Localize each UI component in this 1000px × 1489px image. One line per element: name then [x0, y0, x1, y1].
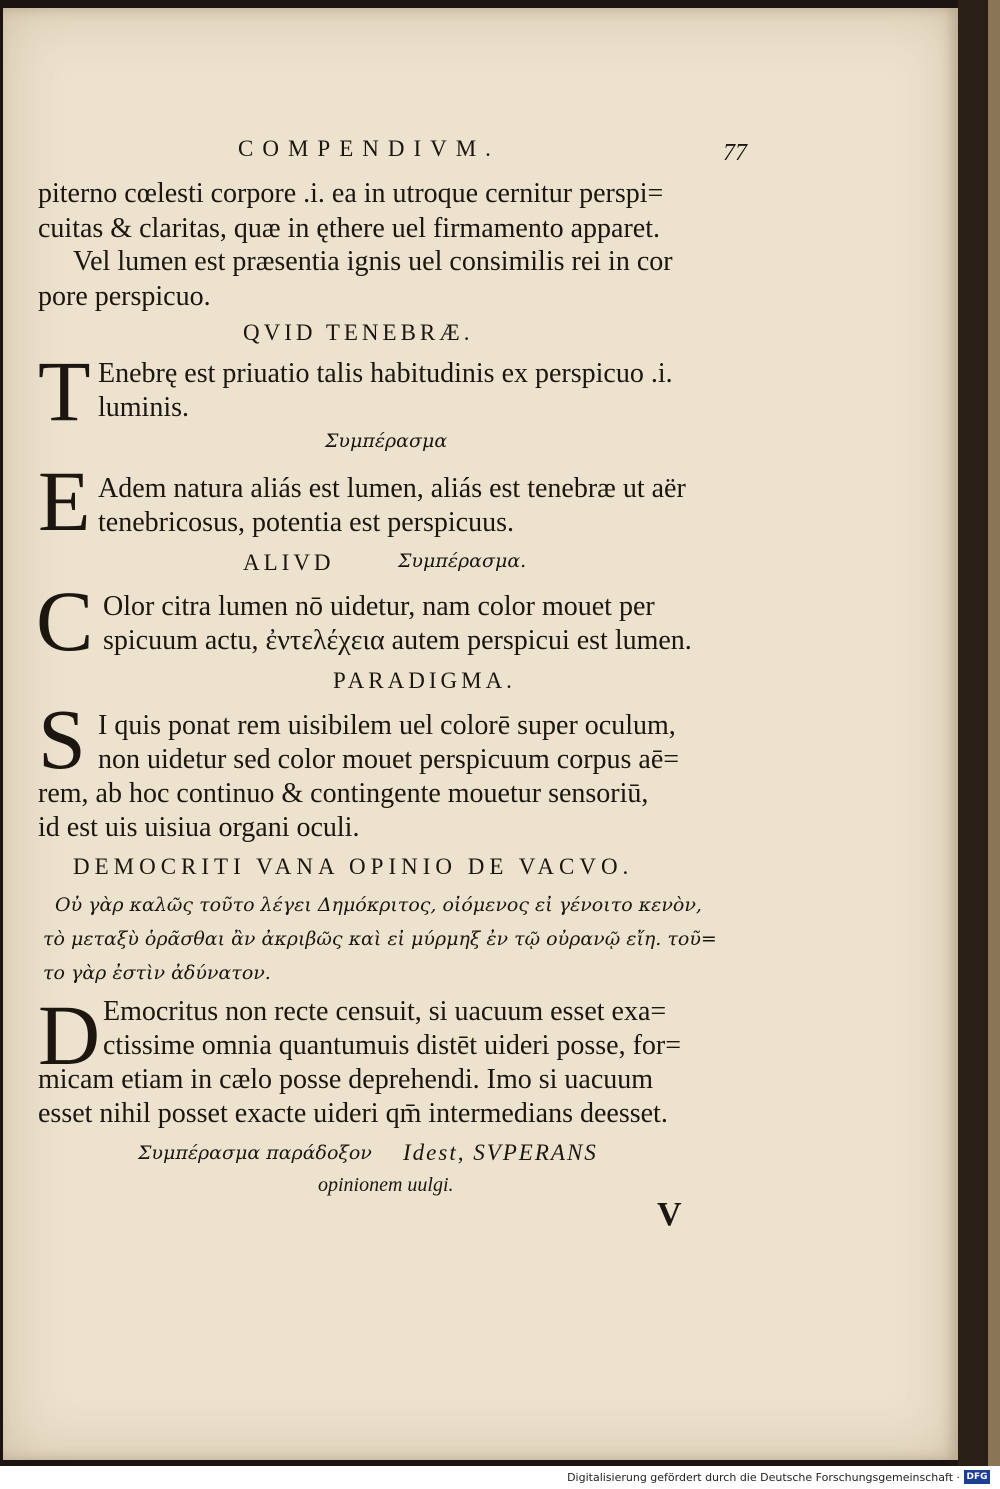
text-line: non uidetur sed color mouet perspicuum corpus aē= [98, 744, 680, 775]
text-line: Vel lumen est præsentia ignis uel consimilis rei in cor [73, 246, 673, 277]
text-line: luminis. [98, 392, 190, 423]
text-line: rem, ab hoc continuo & contingente mouetur sensoriū, [38, 778, 649, 809]
greek-heading: Συμπέρασμα παράδοξον [138, 1142, 372, 1164]
text-line: Enebrę est priuatio talis habitudinis ex perspicuo .i. [98, 358, 673, 389]
text-line: piterno cœlesti corpore .i. ea in utroque cernitur perspi= [38, 178, 664, 209]
text-line: pore perspicuo. [38, 281, 211, 312]
section-heading: DEMOCRITI VANA OPINIO DE VACVO. [73, 854, 634, 879]
text-line: I quis ponat rem uisibilem uel colorē super oculum, [98, 710, 676, 741]
text-line: cuitas & claritas, quæ in ęthere uel firmamento apparet. [38, 213, 660, 244]
drop-cap: E [38, 453, 91, 549]
drop-cap: T [38, 343, 91, 439]
book-page [3, 8, 958, 1460]
text-line: Emocritus non recte censuit, si uacuum esset exa= [103, 996, 667, 1027]
greek-heading: Συμπέρασμα. [398, 550, 527, 572]
greek-quote-line: Οὐ γὰρ καλῶς τοῦτο λέγει Δημόκριτος, οἰόμενος εἰ γένοιτο κενὸν, [55, 894, 702, 916]
greek-heading: Συμπέρασμα [325, 430, 448, 452]
section-heading: ALIVD [243, 550, 335, 575]
text-line: esset nihil posset exacte uideri qm̄ intermedians deesset. [38, 1098, 668, 1129]
drop-cap: D [38, 987, 101, 1083]
text-line: id est uis uisiua organi oculi. [38, 812, 360, 843]
text-line: spicuum actu, ἐντελέχεια autem perspicui est lumen. [103, 625, 692, 656]
text-line: tenebricosus, potentia est perspicuus. [98, 507, 515, 538]
footer-credit: Digitalisierung gefördert durch die Deutsche Forschungsgemeinschaft · [567, 1471, 960, 1484]
running-head: COMPENDIVM. [238, 136, 500, 161]
section-heading: PARADIGMA. [333, 668, 516, 693]
section-heading: Idest, SVPERANS [403, 1140, 598, 1165]
page-edge-outer [988, 0, 1000, 1466]
text-line: Adem natura aliás est lumen, aliás est tenebræ ut aër [98, 473, 686, 504]
drop-cap: C [36, 573, 94, 669]
page-number: 77 [723, 140, 747, 166]
greek-quote-line: το γὰρ ἐστὶν ἀδύνατον. [43, 962, 271, 984]
dfg-logo[interactable]: DFG [964, 1470, 990, 1484]
text-line: ctissime omnia quantumuis distēt uideri posse, for= [103, 1030, 682, 1061]
greek-quote-line: τὸ μεταξὺ ὁρᾶσθαι ἂν ἀκριβῶς καὶ εἰ μύρμηξ ἐν τῷ οὐρανῷ εἴη. τοῦ= [43, 928, 717, 950]
section-heading: QVID TENEBRÆ. [243, 320, 474, 345]
text-line: micam etiam in cælo posse deprehendi. Imo si uacuum [38, 1064, 654, 1095]
signature-mark: V [657, 1196, 682, 1233]
drop-cap: S [38, 691, 86, 787]
text-line: Olor citra lumen nō uidetur, nam color mouet per [103, 591, 655, 622]
text-line: opinionem uulgi. [318, 1174, 454, 1196]
